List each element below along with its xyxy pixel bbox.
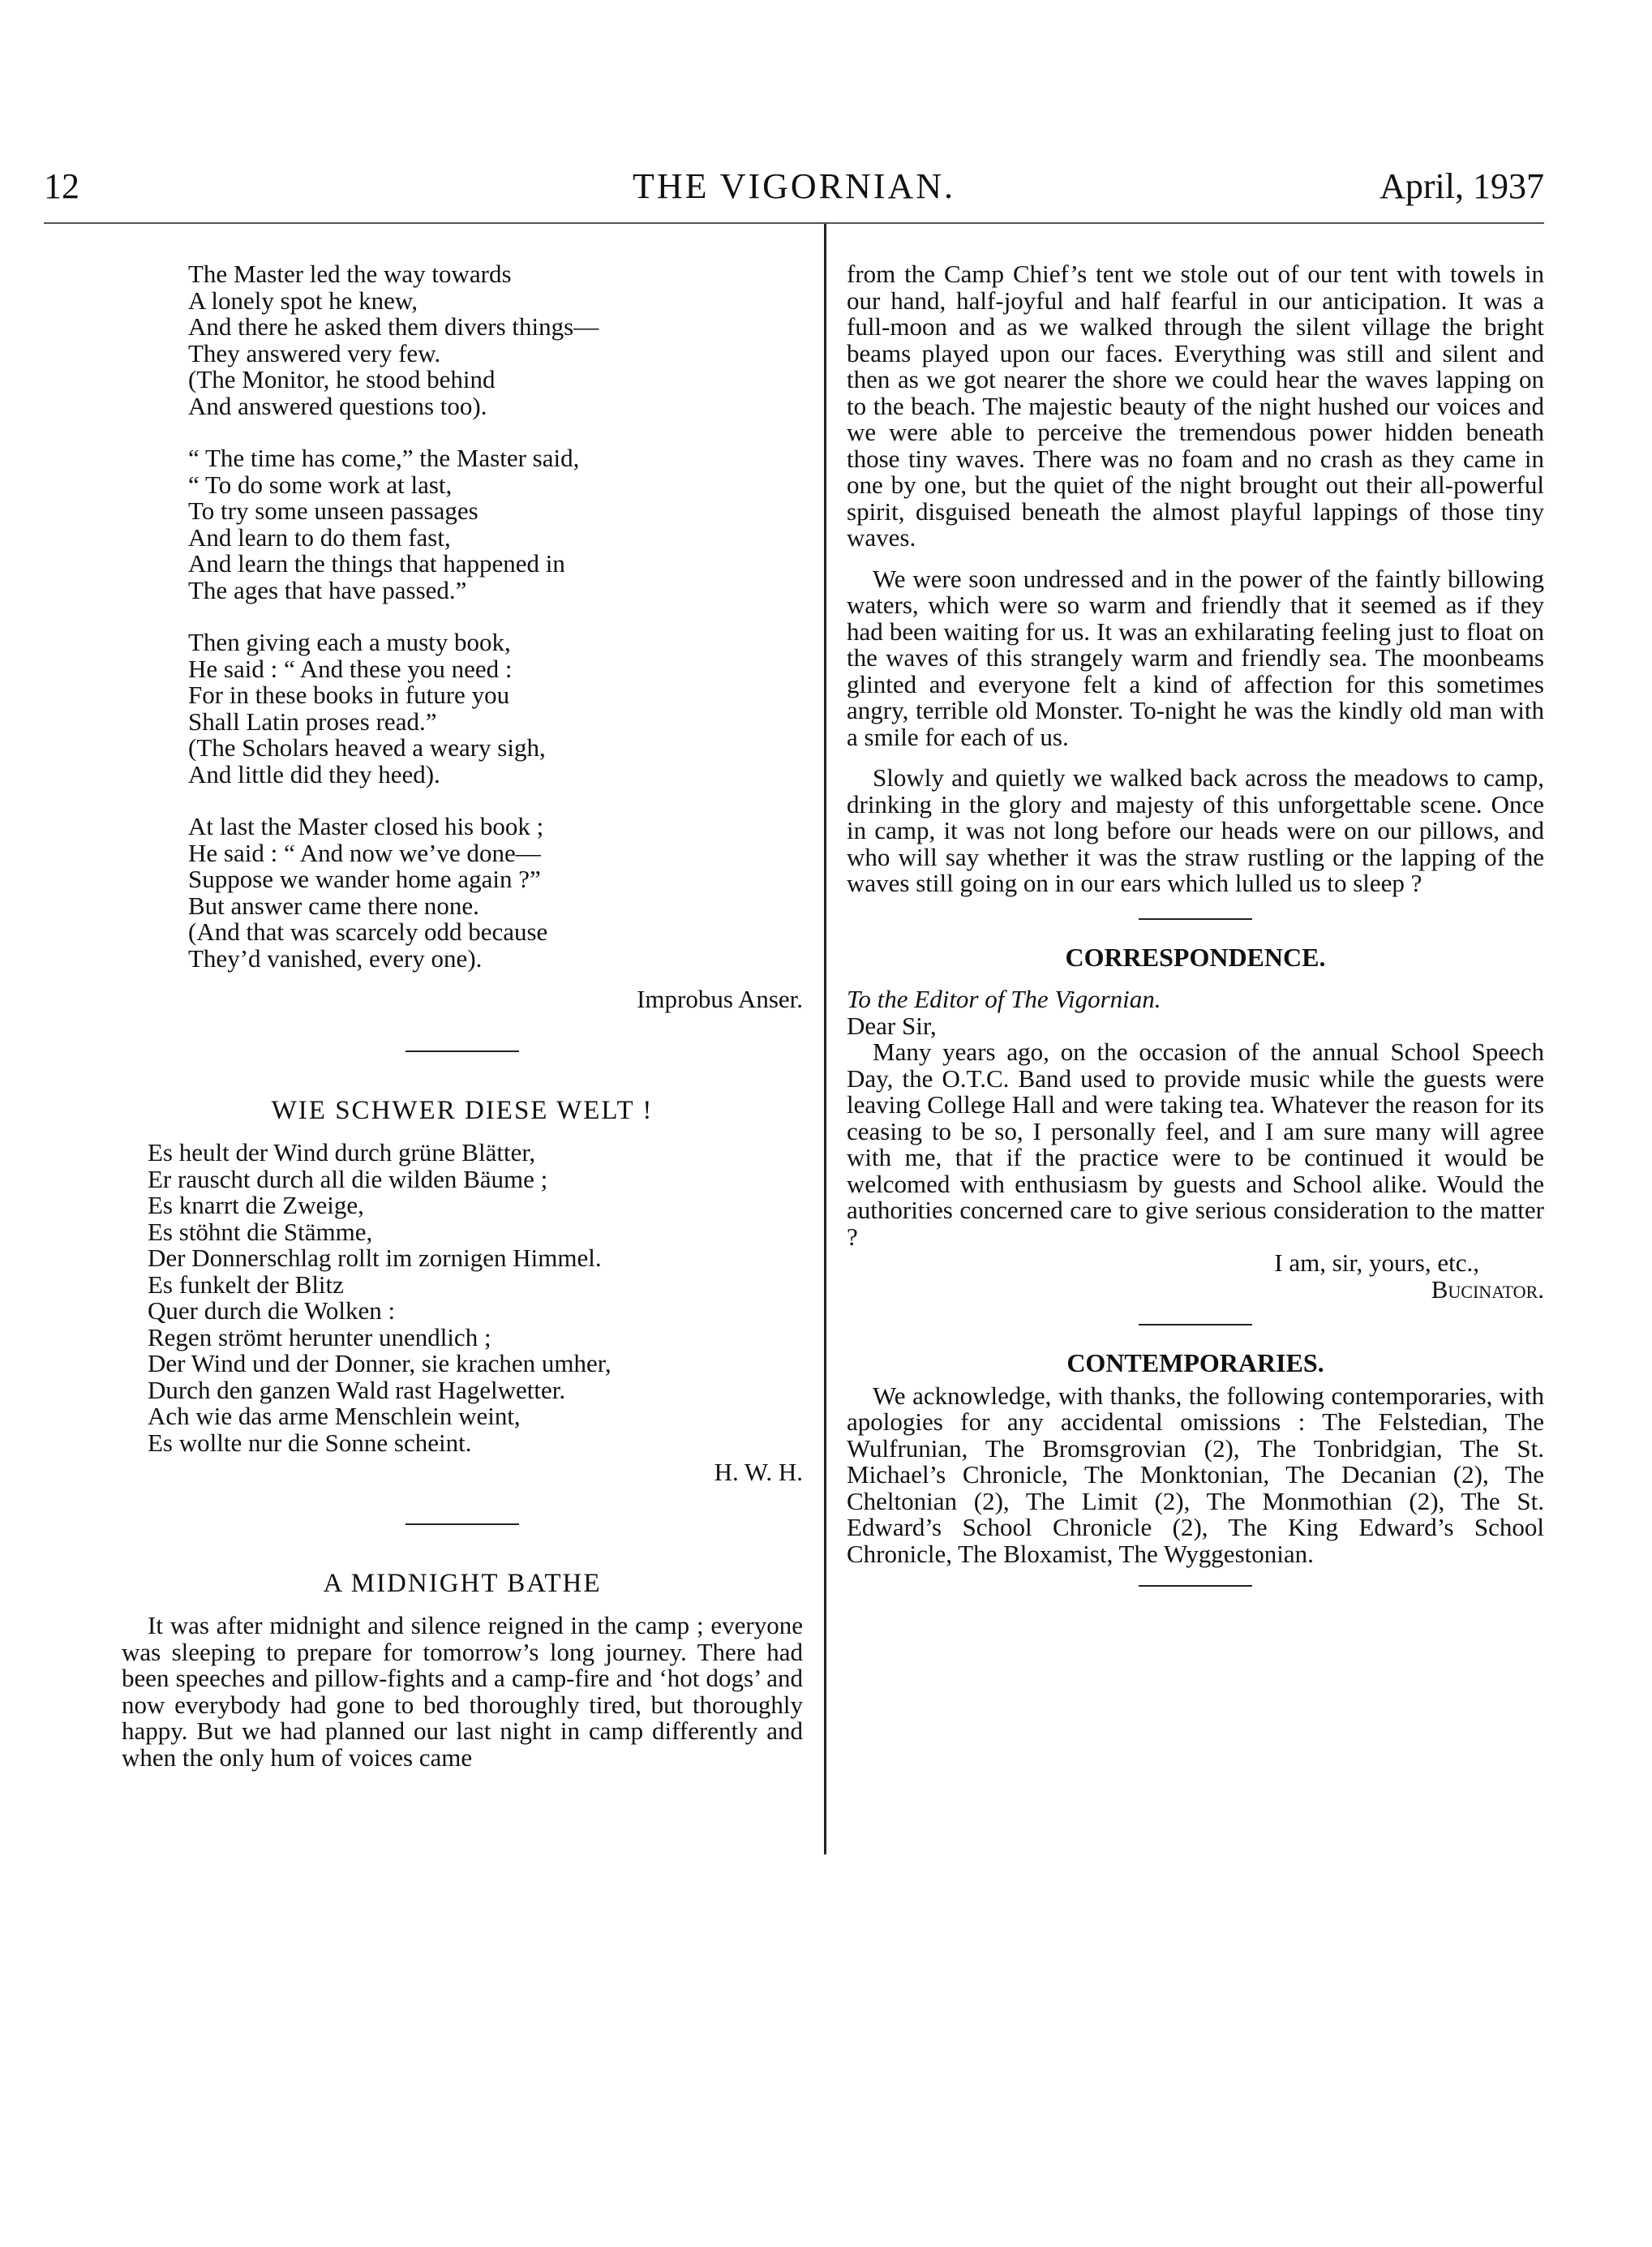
poem-line: And there he asked them divers things— — [188, 312, 599, 341]
correspondence-section — [847, 944, 1544, 1304]
section-rule — [1139, 1324, 1252, 1325]
contemporaries-section — [847, 1350, 1544, 1567]
article-paragraph: Slowly and quietly we walked back across the meadows to camp, drinking in the glory and majesty of this unforgettable scene. Once in camp, it was not long before our heads were on our pillows, and who will say whether it was the straw rustling or the lapping of the waves still going on in our ears which lulled us to sleep ? — [847, 763, 1544, 897]
page-number: 12 — [44, 166, 79, 206]
letter-closing: I am, sir, yours, etc., — [1274, 1248, 1479, 1277]
poem-line: They’d vanished, every one). — [188, 943, 483, 973]
letter-salutation: Dear Sir, — [847, 1011, 937, 1040]
poem-stanza — [188, 261, 803, 419]
poem-line: Regen strömt herunter unendlich ; — [148, 1322, 491, 1351]
poem-line: Suppose we wander home again ?” — [188, 865, 541, 893]
poem-signature: Improbus Anser. — [637, 985, 803, 1013]
right-column — [847, 261, 1544, 1587]
poem-line: Quer durch die Wolken : — [148, 1296, 396, 1325]
german-poem-body — [148, 1140, 803, 1456]
midnight-bathe-article — [122, 1570, 803, 1772]
poem-line: And answered questions too). — [188, 391, 487, 420]
poem-line: At last the Master closed his book ; — [188, 812, 544, 840]
correspondence-title: CORRESPONDENCE. — [1065, 942, 1326, 972]
issue-date: April, 1937 — [1380, 166, 1544, 206]
publication-title: THE VIGORNIAN. — [632, 166, 956, 206]
letter-signoff: Bucinator. — [1431, 1274, 1544, 1304]
poem-line: He said : “ And now we’ve done— — [188, 838, 541, 867]
poem-line: (And that was scarcely odd because — [188, 917, 548, 946]
poem-line: (The Monitor, he stood behind — [188, 365, 496, 393]
article-paragraph: from the Camp Chief’s tent we stole out of our tent with towels in our hand, half-joyful and half fearful in our anticipation. It was a full-moon and as we walked through the silent village the bright beams played upon our faces. Everything was still and silent and then as we got nearer the shore we could hear the waves lapping on to the beach. The majestic beauty of the night hushed our voices and we were able to perceive the tremendous power hidden beneath those tiny waves. There was no foam and no crash as they came in one by one, but the quiet of the night brought out their all-powerful spirit, disguised beneath the almost playful lappings of those tiny waves. — [847, 260, 1544, 552]
poem-stanza — [188, 445, 803, 604]
poem-line: Es heult der Wind durch grüne Blätter, — [148, 1138, 536, 1166]
poem-line: For in these books in future you — [188, 681, 510, 709]
poem-line: Er rauscht durch all die wilden Bäume ; — [148, 1164, 548, 1193]
poem-line: And learn the things that happened in — [188, 549, 565, 578]
letter-addressee: To the Editor of The Vigornian. — [847, 985, 1161, 1013]
poem-line: But answer came there none. — [188, 891, 479, 920]
german-poem-title: WIE SCHWER DIESE WELT ! — [271, 1095, 654, 1125]
poem-line: Der Wind und der Donner, sie krachen umher, — [148, 1349, 611, 1377]
poem-line: “ The time has come,” the Master said, — [188, 444, 580, 472]
letter-body: Many years ago, on the occasion of the annual School Speech Day, the O.T.C. Band used to provide music while the guests were leaving College Hall and were taking tea. Whatever the reason for its ceasing to be so, I personally feel, and I am sure many will agree with me, that if the practice were to be continued it would be welcomed with enthusiasm by guests and School alike. Would the authorities concerned care to give serious consideration to the matter ? — [847, 1038, 1544, 1251]
section-rule — [1139, 1585, 1252, 1587]
poem-line: Der Donnerschlag rollt im zornigen Himmel. — [148, 1244, 602, 1272]
article-paragraph: We were soon undressed and in the power of the faintly billowing waters, which were so warm and friendly that it seemed as if they had been waiting for us. It was an exhilarating feeling just to float on the waves of this strangely warm and friendly sea. The moonbeams glinted and everyone felt a kind of affection for this sometimes angry, terrible old Monster. To-night he was the kindly old man with a smile for each of us. — [847, 564, 1544, 751]
german-poem — [122, 1095, 803, 1486]
poem-line: “ To do some work at last, — [188, 470, 453, 499]
left-column — [122, 261, 803, 1771]
section-rule — [405, 1050, 519, 1052]
poem-line: He said : “ And these you need : — [188, 654, 513, 683]
poem-line: Es knarrt die Zweige, — [148, 1191, 364, 1219]
section-rule — [1139, 918, 1252, 920]
german-poem-signature: H. W. H. — [714, 1458, 803, 1486]
page-header — [44, 165, 1544, 224]
master-poem — [122, 261, 803, 1013]
poem-line: The Master led the way towards — [188, 260, 512, 288]
poem-line: (The Scholars heaved a weary sigh, — [188, 733, 546, 762]
header-rule — [44, 222, 1544, 224]
poem-line: The ages that have passed.” — [188, 575, 467, 604]
poem-line: And little did they heed). — [188, 759, 440, 788]
article-paragraph: It was after midnight and silence reigned in the camp ; everyone was sleeping to prepare for tomorrow’s long journey. There had been speeches and pillow-fights and a camp-fire and ‘hot dogs’ and now everybody had gone to bed thoroughly tired, but thoroughly happy. But we had planned our last night in camp differently and when the only hum of voices came — [122, 1611, 803, 1772]
contemporaries-title: CONTEMPORARIES. — [1066, 1348, 1324, 1377]
poem-stanza — [188, 629, 803, 788]
poem-line: To try some unseen passages — [188, 496, 478, 525]
poem-line: Es wollte nur die Sonne scheint. — [148, 1428, 472, 1457]
poem-line: Then giving each a musty book, — [188, 628, 511, 656]
poem-line: Shall Latin proses read.” — [188, 707, 437, 736]
poem-line: And learn to do them fast, — [188, 522, 451, 552]
poem-stanza — [188, 814, 803, 972]
contemporaries-list: We acknowledge, with thanks, the following contemporaries, with apologies for any accidental omissions : The Felstedian, The Wulfrunian, The Bromsgrovian (2), The Tonbridgian, The St. Michael’s Chronicle, The Monktonian, The Decanian (2), The Cheltonian (2), The Limit (2), The Monmothian (2), The St. Edward’s School Chronicle (2), The King Edward’s School Chronicle, The Bloxamist, The Wyggestonian. — [847, 1381, 1544, 1568]
poem-line: Es stöhnt die Stämme, — [148, 1217, 373, 1246]
poem-line: A lonely spot he knew, — [188, 286, 418, 315]
poem-line: Ach wie das arme Menschlein weint, — [148, 1402, 521, 1430]
column-divider — [824, 224, 826, 1854]
poem-line: They answered very few. — [188, 338, 441, 367]
poem-line: Durch den ganzen Wald rast Hagelwetter. — [148, 1375, 566, 1404]
article-title: A MIDNIGHT BATHE — [323, 1568, 602, 1598]
section-rule — [405, 1523, 519, 1525]
poem-line: Es funkelt der Blitz — [148, 1270, 344, 1299]
